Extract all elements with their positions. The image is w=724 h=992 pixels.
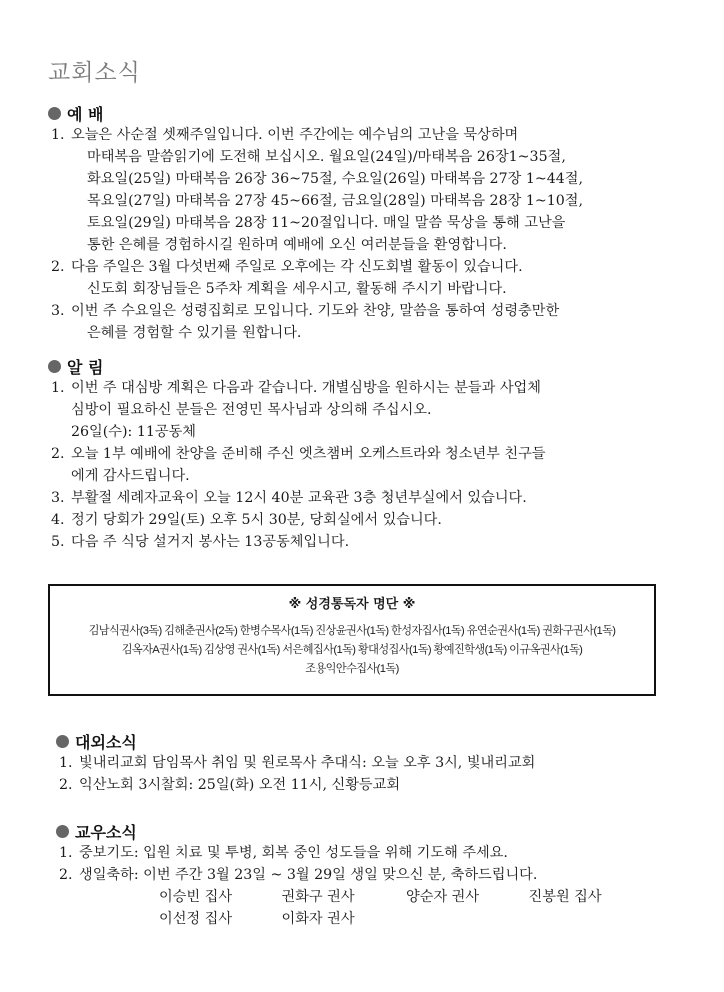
- birthday-name: 권화구 권사: [281, 889, 355, 905]
- item-text: [71, 300, 668, 344]
- worship-list: [48, 124, 668, 344]
- birthday-name: 이화자 권사: [281, 911, 355, 927]
- list-item: [48, 443, 668, 487]
- members-list: [56, 842, 676, 930]
- item-line: 통한 은혜를 경험하시길 원하며 예배에 오신 여러분들을 환영합니다.: [87, 237, 507, 253]
- item-line: 부활절 세례자교육이 오늘 12시 40분 교육관 3층 청년부실에서 있습니다.: [71, 490, 527, 506]
- members-heading-row: [56, 820, 676, 842]
- item-number: 4.: [51, 512, 65, 528]
- item-number: 5.: [51, 534, 65, 550]
- circle-bullet-icon: [48, 107, 61, 120]
- item-number: 1.: [51, 380, 65, 396]
- external-list: [56, 752, 676, 796]
- item-number: 1.: [51, 127, 65, 143]
- item-line: 토요일(29일) 마태복음 28장 11~20절입니다. 매일 말씀 묵상을 통해 고난을: [87, 215, 566, 231]
- list-item: [48, 124, 668, 256]
- birthday-names-row: [79, 908, 676, 930]
- item-line: 화요일(25일) 마태복음 26장 36~75절, 수요일(26일) 마태복음 27장 1~44절,: [87, 171, 584, 187]
- item-line: 빛내리교회 담임목사 취임 및 원로목사 추대식: 오늘 오후 3시, 빛내리교회: [79, 755, 536, 771]
- list-item: [56, 774, 676, 796]
- birthday-names-row: [79, 886, 676, 908]
- item-text: [71, 509, 668, 531]
- item-line: 다음 주 식당 설거지 봉사는 13공동체입니다.: [71, 534, 350, 550]
- item-number: 2.: [59, 867, 73, 883]
- external-heading-row: [56, 730, 676, 752]
- item-number: 1.: [59, 845, 73, 861]
- item-text: [71, 531, 668, 553]
- item-text: [71, 443, 668, 487]
- item-text: [71, 256, 668, 300]
- birthday-text: 생일축하: 이번 주간 3월 23일 ~ 3월 29일 생일 맞으신 분, 축하드립니다.: [79, 867, 538, 883]
- item-line: 익산노회 3시찰회: 25일(화) 오전 11시, 신황등교회: [79, 777, 401, 793]
- item-number: 2.: [51, 446, 65, 462]
- list-item: [56, 842, 676, 864]
- notice-heading-row: [48, 355, 668, 377]
- item-text: 중보기도: 입원 치료 및 투병, 회복 중인 성도들을 위해 기도해 주세요.: [79, 845, 508, 861]
- item-line: 에게 감사드립니다.: [71, 468, 190, 484]
- list-item: [48, 487, 668, 509]
- item-line: 은혜를 경험할 수 있기를 원합니다.: [87, 325, 302, 341]
- circle-bullet-icon: [48, 360, 61, 373]
- worship-section: [48, 102, 668, 344]
- external-section: [56, 730, 676, 796]
- bible-readers-title: ※ 성경통독자 명단 ※: [288, 597, 416, 612]
- item-line: 마태복음 말씀읽기에 도전해 보십시오. 월요일(24일)/마태복음 26장1~35절,: [87, 149, 566, 165]
- item-text: [79, 774, 676, 796]
- item-text: [79, 864, 676, 930]
- item-line: 정기 당회가 29일(토) 오후 5시 30분, 당회실에서 있습니다.: [71, 512, 442, 528]
- item-line: 이번 주 수요일은 성령집회로 모입니다. 기도와 찬양, 말씀을 통하여 성령충만한: [71, 303, 560, 319]
- item-number: 1.: [59, 755, 73, 771]
- birthday-name: 이승빈 집사: [159, 889, 233, 905]
- item-line: 26일(수): 11공동체: [71, 424, 196, 440]
- notice-heading: 알 림: [67, 357, 104, 377]
- list-item: [48, 531, 668, 553]
- item-line: 다음 주일은 3월 다섯번째 주일로 오후에는 각 신도회별 활동이 있습니다.: [71, 259, 523, 275]
- item-number: 3.: [51, 490, 65, 506]
- members-heading: 교우소식: [75, 822, 137, 842]
- item-line: 이번 주 대심방 계획은 다음과 같습니다. 개별심방을 원하시는 분들과 사업체: [71, 380, 541, 396]
- item-text: [71, 487, 668, 509]
- item-text: [71, 124, 668, 256]
- item-line: 심방이 필요하신 분들은 전영민 목사님과 상의해 주십시오.: [71, 402, 432, 418]
- circle-bullet-icon: [56, 825, 69, 838]
- page-title: 교회소식: [48, 60, 141, 86]
- item-line: 목요일(27일) 마태복음 27장 45~66절, 금요일(28일) 마태복음 28장 1~10절,: [87, 193, 584, 209]
- item-text: [79, 752, 676, 774]
- list-item: [48, 377, 668, 443]
- notice-list: [48, 377, 668, 553]
- item-number: 3.: [51, 303, 65, 319]
- item-number: 2.: [51, 259, 65, 275]
- worship-heading: 예 배: [67, 104, 104, 124]
- birthday-name: 진봉원 집사: [528, 889, 602, 905]
- birthday-name: 이선정 집사: [159, 911, 233, 927]
- list-item: [56, 864, 676, 930]
- item-line: 오늘은 사순절 셋째주일입니다. 이번 주간에는 예수님의 고난을 묵상하며: [71, 127, 519, 143]
- item-text: [71, 377, 668, 443]
- item-line: 신도회 회장님들은 5주차 계획을 세우시고, 활동해 주시기 바랍니다.: [87, 281, 507, 297]
- item-number: 2.: [59, 777, 73, 793]
- bible-readers-line: 김옥자A권사(1독) 김상영 권사(1독) 서은혜집사(1독) 황대성집사(1독) 황예진학생(1독) 이규옥권사(1독): [121, 644, 583, 656]
- bible-readers-line: 김남식권사(3독) 김해춘권사(2독) 한병수목사(1독) 진상윤권사(1독) 한성자집사(1독) 유연순권사(1독) 권화구권사(1독): [88, 625, 616, 637]
- list-item: [48, 256, 668, 300]
- notice-section: [48, 355, 668, 553]
- item-line: 오늘 1부 예배에 찬양을 준비해 주신 엣츠챔버 오케스트라와 청소년부 친구들: [71, 446, 546, 462]
- list-item: [48, 509, 668, 531]
- worship-heading-row: [48, 102, 668, 124]
- birthday-name: 양순자 권사: [406, 889, 480, 905]
- external-heading: 대외소식: [75, 732, 137, 752]
- members-section: [56, 820, 676, 930]
- list-item: [56, 752, 676, 774]
- bible-readers-box: [48, 584, 656, 696]
- circle-bullet-icon: [56, 735, 69, 748]
- bible-readers-line: 조용익안수집사(1독): [305, 663, 399, 675]
- list-item: [48, 300, 668, 344]
